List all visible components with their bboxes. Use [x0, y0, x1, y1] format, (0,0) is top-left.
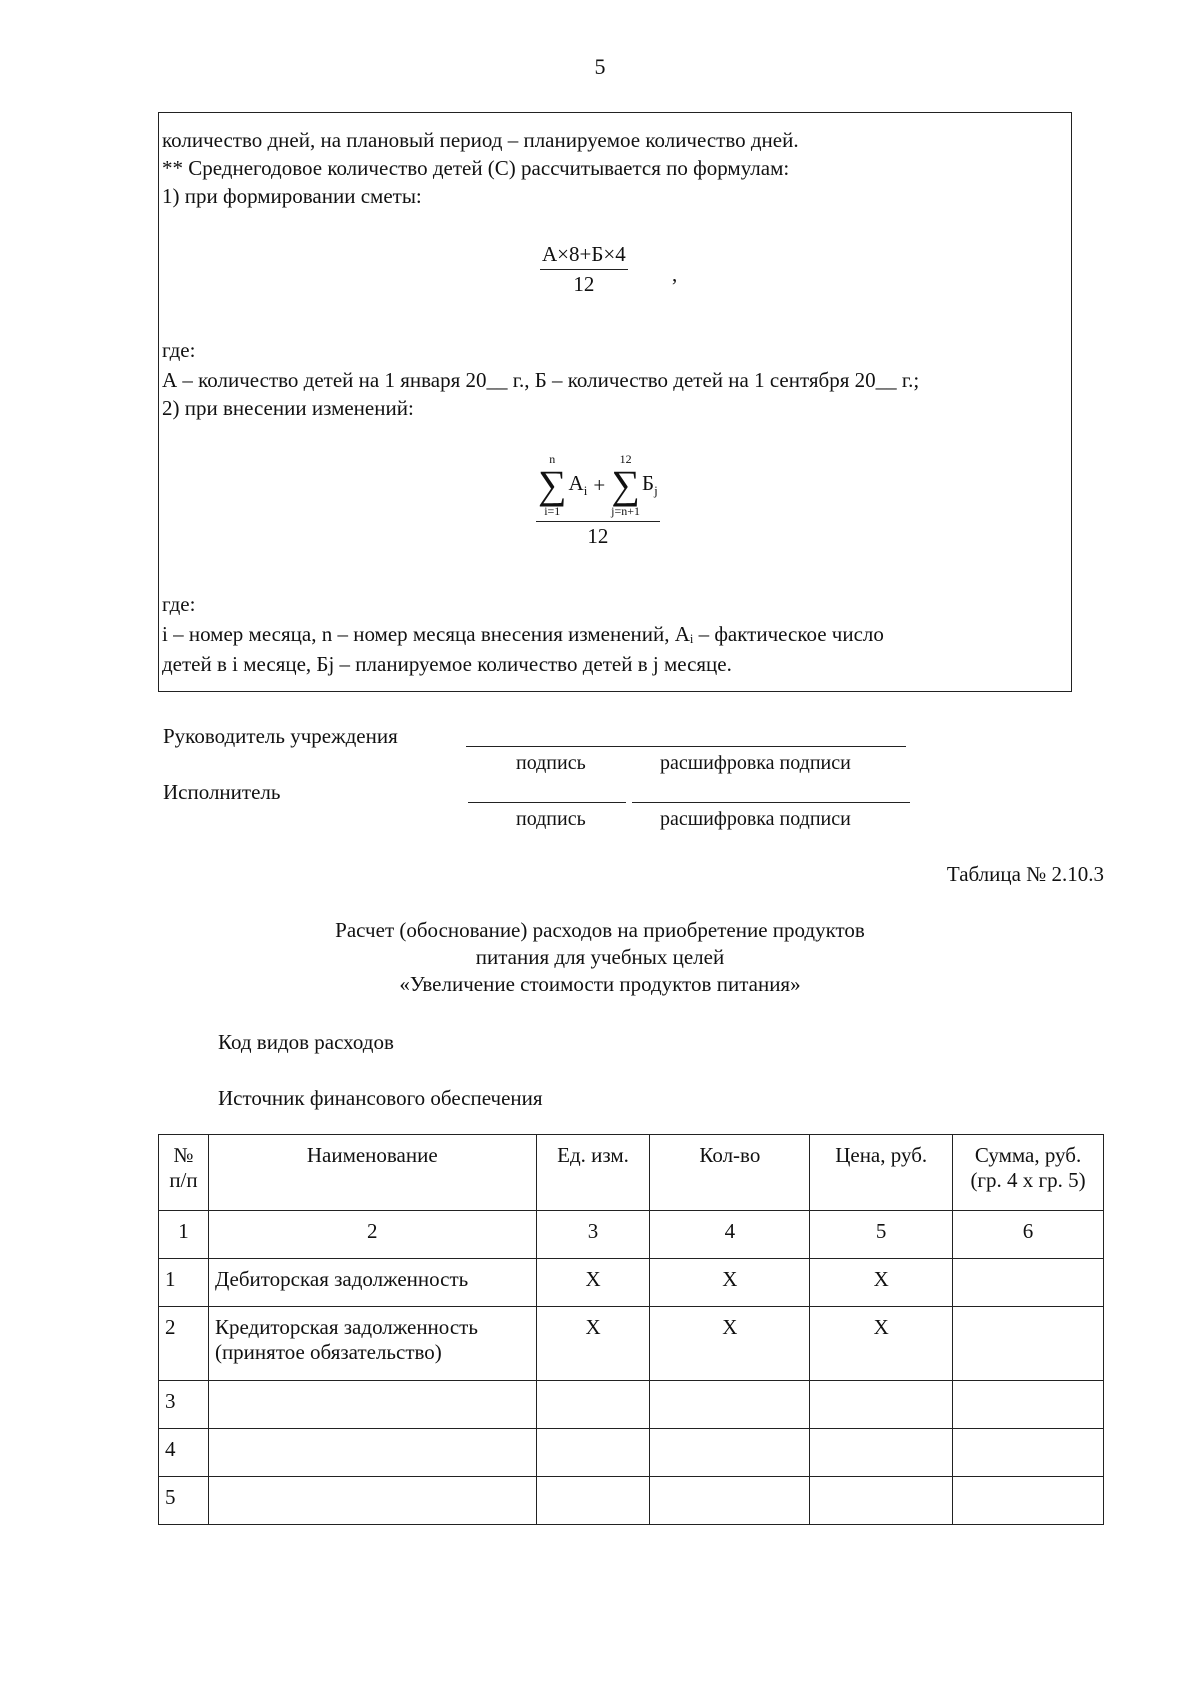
note-line-1: количество дней, на плановый период – планируемое количество дней.	[162, 128, 799, 152]
formula-changes: n ∑ i=1 $A_i$ + 12 ∑ j=n+1 $Б_j$ 12	[538, 452, 658, 548]
table-row: 4	[159, 1429, 1104, 1477]
note-line-3: 1) при формировании сметы:	[162, 184, 422, 208]
expense-table	[158, 1134, 1104, 1525]
executor-label: Исполнитель	[163, 780, 281, 804]
note-line-7: детей в i месяце, Бj – планируемое количество детей в j месяце.	[162, 652, 732, 676]
table-header-row: № п/п Наименование Ед. изм. Кол-во Цена, руб. Сумма, руб. (гр. 4 х гр. 5)	[159, 1135, 1104, 1211]
table-number: Таблица № 2.10.3	[946, 862, 1104, 886]
table-row: 3	[159, 1381, 1104, 1429]
where-label-2: где:	[162, 592, 196, 616]
funding-source-label: Источник финансового обеспечения	[218, 1086, 543, 1110]
table-row: 5	[159, 1477, 1104, 1525]
note-line-6: i – номер месяца, n – номер месяца внесения изменений, Aᵢ – фактическое число	[162, 622, 884, 646]
note-line-5: 2) при внесении изменений:	[162, 396, 414, 420]
head-signature-line[interactable]	[466, 746, 906, 747]
note-line-2: ** Среднегодовое количество детей (С) рассчитывается по формулам:	[162, 156, 790, 180]
expense-code-label: Код видов расходов	[218, 1030, 394, 1054]
formula-smeta: А×8+Б×4 12	[542, 242, 626, 296]
title-line-2: питания для учебных целей	[475, 945, 725, 969]
note-line-4: А – количество детей на 1 января 20__ г., Б – количество детей на 1 сентября 20__ г.;	[162, 368, 920, 392]
title-line-3: «Увеличение стоимости продуктов питания»	[399, 972, 801, 996]
head-label: Руководитель учреждения	[163, 724, 398, 748]
title-line-1: Расчет (обоснование) расходов на приобретение продуктов	[335, 918, 865, 942]
page-number: 5	[594, 54, 606, 79]
table-row: 2 Кредиторская задолженность (принятое обязательство) X X X	[159, 1307, 1104, 1381]
where-label-1: где:	[162, 338, 196, 362]
executor-decode-line[interactable]	[632, 802, 910, 803]
column-number-row: 1 2 3 4 5 6	[159, 1211, 1104, 1259]
table-row: 1 Дебиторская задолженность X X X	[159, 1259, 1104, 1307]
executor-signature-line[interactable]	[468, 802, 626, 803]
